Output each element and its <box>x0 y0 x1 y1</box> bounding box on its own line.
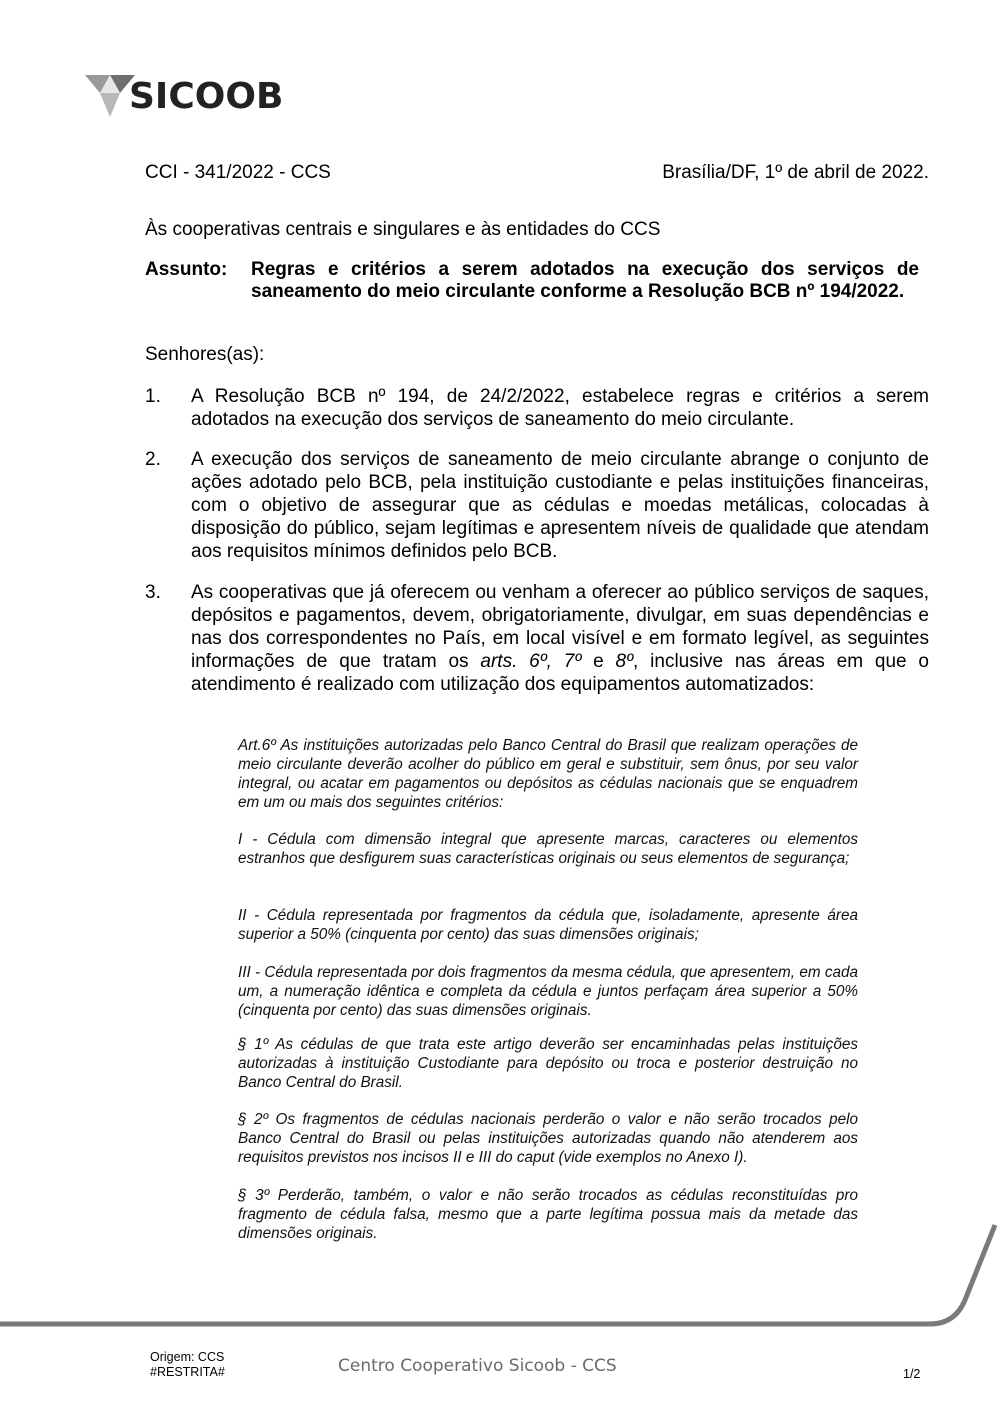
subject-text: Regras e critérios a serem adotados na execução dos serviços de saneamento do meio circulante conforme a Resolução BCB nº 194/2022. <box>251 259 919 302</box>
footer-classification: #RESTRITA# <box>150 1365 225 1379</box>
item-text-part: e <box>581 651 616 672</box>
item-number: 3. <box>145 582 161 603</box>
quote-paragraph: II - Cédula representada por fragmentos da cédula que, isoladamente, apresente área superior a 50% (cinquenta por cento) das suas dimensões originais; <box>238 907 858 943</box>
item-number: 2. <box>145 449 161 470</box>
item-text-part: As cooperativas que já oferecem ou venham a oferecer ao público serviços de saques, depósitos e pagamentos, devem, obrigatoriamente, divulgar, em suas dependências e nas dos correspondentes no País, em local visível e em formato legível, as seguintes informações de que tratam os <box>191 582 929 672</box>
quote-paragraph: § 1º As cédulas de que trata este artigo deverão ser encaminhadas pelas instituições autorizadas à instituição Custodiante para depósito ou troca e posterior destruição no Banco Central do Brasil. <box>238 1036 858 1091</box>
item-text-part: , inclusive nas áreas em que o atendimento é realizado com utilização dos equipamentos automatizados: <box>191 651 929 695</box>
logo-wordmark: SICOOB <box>129 76 284 117</box>
quote-paragraph: § 3º Perderão, também, o valor e não serão trocados as cédulas reconstituídas pro fragmento de cédula falsa, mesmo que a parte legítima possua mais da metade das dimensões originais. <box>238 1187 858 1242</box>
quote-paragraph: § 2º Os fragmentos de cédulas nacionais perderão o valor e não serão trocados pelo Banco Central do Brasil ou pelas instituições autorizadas quando não atenderem aos requisitos previstos nos incisos II e III do caput (vide exemplos no Anexo I). <box>238 1111 858 1166</box>
footer-origin: Origem: CCS <box>150 1350 225 1364</box>
item-text-arts: arts. 6º, 7º <box>480 651 582 672</box>
quote-paragraph: III - Cédula representada por dois fragmentos da mesma cédula, que apresentem, em cada um, a numeração idêntica e completa da cédula e juntos perfaçam área superior a 50% (cinquenta por cento) das suas dimensões originais. <box>238 964 858 1019</box>
footer-meta <box>150 1350 225 1380</box>
quote-paragraph: I - Cédula com dimensão integral que apresente marcas, caracteres ou elementos estranhos que desfigurem suas características originais ou seus elementos de segurança; <box>238 831 858 867</box>
document-date: Brasília/DF, 1º de abril de 2022. <box>662 162 929 183</box>
footer-organization: Centro Cooperativo Sicoob - CCS <box>338 1356 617 1376</box>
page-number: 1/2 <box>903 1367 921 1381</box>
item-text: A Resolução BCB nº 194, de 24/2/2022, estabelece regras e critérios a serem adotados na execução dos serviços de saneamento do meio circulante. <box>191 386 929 430</box>
greeting: Senhores(as): <box>145 344 265 365</box>
document-reference: CCI - 341/2022 - CCS <box>145 162 331 183</box>
quote-paragraph: Art.6º As instituições autorizadas pelo Banco Central do Brasil que realizam operações de meio circulante deverão acolher do público em geral e substituir, sem ônus, por seu valor integral, ou acatar em pagamentos ou depósitos as cédulas nacionais que se enquadrem em um ou mais dos seguintes critérios: <box>238 737 858 811</box>
footer-divider <box>0 1220 1000 1340</box>
item-number: 1. <box>145 386 161 407</box>
logo-triangle-icon <box>85 75 135 121</box>
item-text-arts: 8º <box>615 651 634 672</box>
item-text: A execução dos serviços de saneamento de meio circulante abrange o conjunto de ações adotado pelo BCB, pela instituição custodiante e pelas instituições financeiras, com o objetivo de assegurar que as cédulas e moedas metálicas, colocadas à disposição do público, sejam legítimas e apresentem níveis de qualidade que atendam aos requisitos mínimos definidos pelo BCB. <box>191 449 929 562</box>
subject-label: Assunto: <box>145 259 228 280</box>
item-text <box>191 581 929 696</box>
addressee: Às cooperativas centrais e singulares e às entidades do CCS <box>145 219 661 240</box>
